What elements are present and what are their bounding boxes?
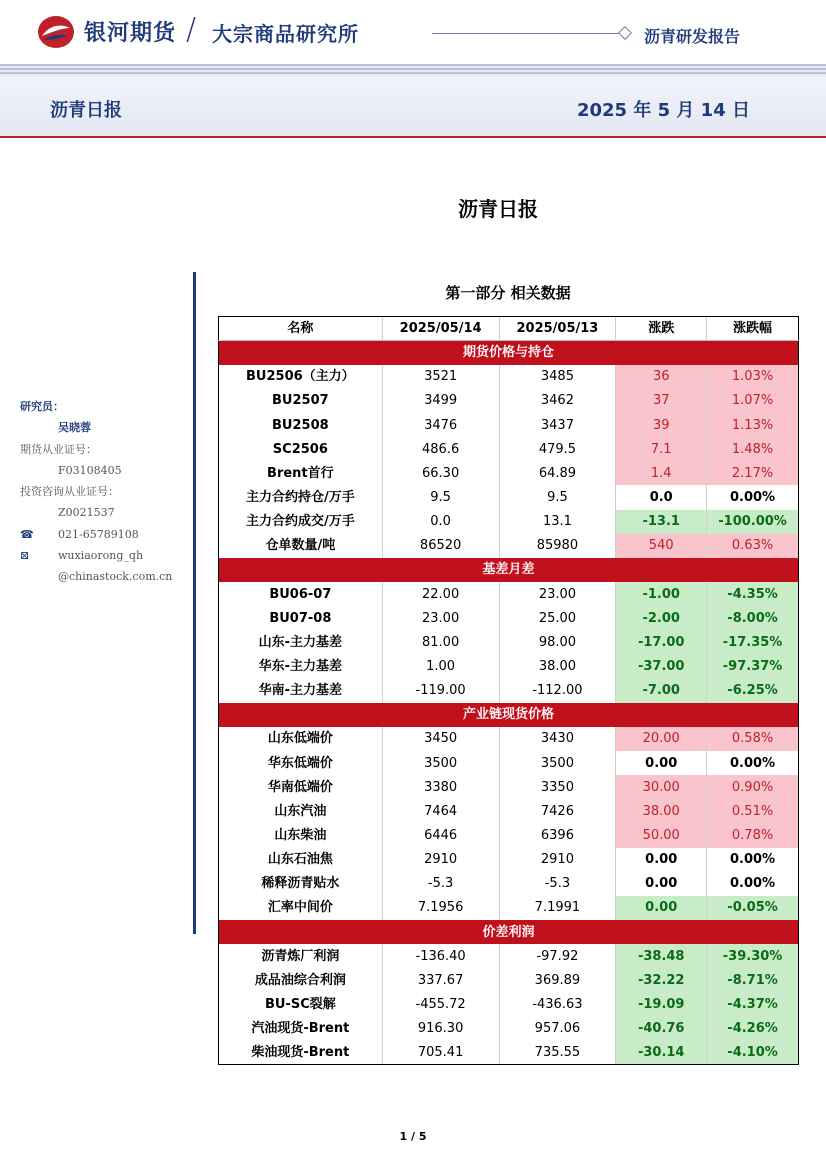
advisory-cert: Z0021537 bbox=[58, 506, 115, 520]
phone-icon: ☎ bbox=[20, 527, 34, 541]
cell-name: 汽油现货-Brent bbox=[219, 1017, 383, 1041]
cell-value-prev: 2910 bbox=[499, 848, 616, 872]
cell-name: 主力合约持仓/万手 bbox=[219, 485, 383, 509]
cell-value-prev: -436.63 bbox=[499, 992, 616, 1016]
cell-value-prev: -112.00 bbox=[499, 679, 616, 703]
futures-cert-label: 期货从业证号： bbox=[20, 442, 97, 456]
cell-change: -17.00 bbox=[616, 630, 707, 654]
cell-change-pct: 2.17% bbox=[707, 461, 799, 485]
advisory-cert-label: 投资咨询从业证号： bbox=[20, 485, 119, 499]
cell-value-today: 916.30 bbox=[382, 1017, 499, 1041]
cell-value-today: 6446 bbox=[382, 823, 499, 847]
cell-name: 华南低端价 bbox=[219, 775, 383, 799]
column-header: 2025/05/13 bbox=[499, 317, 616, 341]
mail-icon: ⊠ bbox=[20, 549, 30, 563]
cell-change-pct: -8.71% bbox=[707, 968, 799, 992]
cell-name: Brent首行 bbox=[219, 461, 383, 485]
section-row bbox=[219, 703, 799, 727]
cell-name: SC2506 bbox=[219, 437, 383, 461]
cell-name: 华东-主力基差 bbox=[219, 654, 383, 678]
sidebar-divider bbox=[193, 272, 196, 934]
cell-change-pct: 1.48% bbox=[707, 437, 799, 461]
cell-name: BU2508 bbox=[219, 413, 383, 437]
cell-value-today: 7464 bbox=[382, 799, 499, 823]
table-row bbox=[219, 606, 799, 630]
cell-value-today: -136.40 bbox=[382, 944, 499, 968]
cell-value-prev: 38.00 bbox=[499, 654, 616, 678]
email-part-2: @chinastock.com.cn bbox=[58, 570, 173, 584]
cell-change-pct: -100.00% bbox=[707, 510, 799, 534]
cell-name: BU2507 bbox=[219, 389, 383, 413]
cell-value-prev: 3500 bbox=[499, 751, 616, 775]
document-title: 沥青日报 bbox=[458, 197, 538, 221]
cell-name: BU07-08 bbox=[219, 606, 383, 630]
cell-value-today: 81.00 bbox=[382, 630, 499, 654]
cell-change-pct: -4.26% bbox=[707, 1017, 799, 1041]
cell-name: 山东汽油 bbox=[219, 799, 383, 823]
table-row bbox=[219, 1041, 799, 1065]
researcher-name: 吴晓蓉 bbox=[58, 421, 91, 435]
cell-value-prev: 9.5 bbox=[499, 485, 616, 509]
column-header: 涨跌 bbox=[616, 317, 707, 341]
table-row bbox=[219, 823, 799, 847]
cell-name: 汇率中间价 bbox=[219, 896, 383, 920]
cell-change: 36 bbox=[616, 365, 707, 389]
cell-change: -38.48 bbox=[616, 944, 707, 968]
column-header: 名称 bbox=[219, 317, 383, 341]
cell-name: 主力合约成交/万手 bbox=[219, 510, 383, 534]
section-row bbox=[219, 558, 799, 582]
cell-change-pct: 0.00% bbox=[707, 872, 799, 896]
cell-value-prev: 3350 bbox=[499, 775, 616, 799]
cell-change: 37 bbox=[616, 389, 707, 413]
phone-row bbox=[20, 524, 190, 545]
futures-cert: F03108405 bbox=[58, 463, 122, 477]
cell-value-prev: 735.55 bbox=[499, 1041, 616, 1065]
cell-value-today: 3450 bbox=[382, 727, 499, 751]
cell-value-prev: 3462 bbox=[499, 389, 616, 413]
table-row bbox=[219, 775, 799, 799]
table-row bbox=[219, 751, 799, 775]
cell-change: -30.14 bbox=[616, 1041, 707, 1065]
cell-value-prev: 7.1991 bbox=[499, 896, 616, 920]
cell-value-today: -5.3 bbox=[382, 872, 499, 896]
cell-value-prev: 6396 bbox=[499, 823, 616, 847]
cell-value-today: 66.30 bbox=[382, 461, 499, 485]
cell-value-prev: 3430 bbox=[499, 727, 616, 751]
cell-name: 华东低端价 bbox=[219, 751, 383, 775]
cell-change-pct: -6.25% bbox=[707, 679, 799, 703]
email-row bbox=[20, 545, 190, 566]
cell-value-today: 86520 bbox=[382, 534, 499, 558]
cell-value-today: 1.00 bbox=[382, 654, 499, 678]
cell-value-prev: 3485 bbox=[499, 365, 616, 389]
cell-name: 华南-主力基差 bbox=[219, 679, 383, 703]
cell-value-today: 23.00 bbox=[382, 606, 499, 630]
cell-value-today: 705.41 bbox=[382, 1041, 499, 1065]
cell-name: 沥青炼厂利润 bbox=[219, 944, 383, 968]
report-date: 2025 年 5 月 14 日 bbox=[576, 100, 750, 121]
cell-value-today: -119.00 bbox=[382, 679, 499, 703]
page-number: 1 / 5 bbox=[399, 1130, 427, 1143]
cell-value-prev: 957.06 bbox=[499, 1017, 616, 1041]
cell-change-pct: 0.00% bbox=[707, 485, 799, 509]
researcher-label: 研究员： bbox=[20, 400, 64, 413]
cell-change: 0.00 bbox=[616, 896, 707, 920]
page-header bbox=[0, 0, 826, 64]
cell-change: 20.00 bbox=[616, 727, 707, 751]
cell-change: 50.00 bbox=[616, 823, 707, 847]
cell-change-pct: 0.90% bbox=[707, 775, 799, 799]
cell-change: -19.09 bbox=[616, 992, 707, 1016]
diamond-icon bbox=[618, 26, 632, 40]
table-row bbox=[219, 413, 799, 437]
cell-value-today: 337.67 bbox=[382, 968, 499, 992]
cell-change-pct: -8.00% bbox=[707, 606, 799, 630]
table-row bbox=[219, 534, 799, 558]
galaxy-logo-icon bbox=[36, 14, 76, 50]
cell-change: 1.4 bbox=[616, 461, 707, 485]
cell-value-today: 3380 bbox=[382, 775, 499, 799]
cell-value-prev: 479.5 bbox=[499, 437, 616, 461]
cell-change: -1.00 bbox=[616, 582, 707, 606]
header-rule bbox=[432, 33, 622, 34]
section-title-cell: 价差利润 bbox=[219, 920, 799, 944]
cell-change: 0.00 bbox=[616, 848, 707, 872]
table-row bbox=[219, 461, 799, 485]
header-stripe bbox=[0, 64, 826, 76]
table-row bbox=[219, 872, 799, 896]
cell-change: 0.0 bbox=[616, 485, 707, 509]
table-header-row bbox=[219, 317, 799, 341]
phone-number: 021-65789108 bbox=[58, 527, 139, 541]
cell-name: 仓单数量/吨 bbox=[219, 534, 383, 558]
cell-value-today: 7.1956 bbox=[382, 896, 499, 920]
cell-change: 0.00 bbox=[616, 751, 707, 775]
cell-value-prev: 369.89 bbox=[499, 968, 616, 992]
cell-value-today: 486.6 bbox=[382, 437, 499, 461]
cell-value-prev: 7426 bbox=[499, 799, 616, 823]
column-header: 涨跌幅 bbox=[707, 317, 799, 341]
cell-change: 30.00 bbox=[616, 775, 707, 799]
cell-change-pct: 0.51% bbox=[707, 799, 799, 823]
cell-change-pct: 0.58% bbox=[707, 727, 799, 751]
column-header: 2025/05/14 bbox=[382, 317, 499, 341]
cell-change-pct: -97.37% bbox=[707, 654, 799, 678]
cell-name: BU06-07 bbox=[219, 582, 383, 606]
table-row bbox=[219, 679, 799, 703]
cell-value-prev: 85980 bbox=[499, 534, 616, 558]
table-row bbox=[219, 485, 799, 509]
cell-change-pct: 1.03% bbox=[707, 365, 799, 389]
data-table bbox=[218, 316, 799, 1065]
cell-change: -37.00 bbox=[616, 654, 707, 678]
cell-change-pct: -4.37% bbox=[707, 992, 799, 1016]
table-row bbox=[219, 992, 799, 1016]
table-row bbox=[219, 389, 799, 413]
cell-change-pct: 0.63% bbox=[707, 534, 799, 558]
cell-change: 0.00 bbox=[616, 872, 707, 896]
report-type: 沥青研发报告 bbox=[644, 27, 741, 46]
cell-change-pct: 1.13% bbox=[707, 413, 799, 437]
cell-value-today: 3476 bbox=[382, 413, 499, 437]
header-divider: / bbox=[186, 12, 197, 47]
cell-value-today: 3500 bbox=[382, 751, 499, 775]
email-part-1: wuxiaorong_qh bbox=[58, 549, 144, 563]
cell-name: 柴油现货-Brent bbox=[219, 1041, 383, 1065]
cell-change: 39 bbox=[616, 413, 707, 437]
table-row bbox=[219, 630, 799, 654]
cell-value-prev: -97.92 bbox=[499, 944, 616, 968]
cell-change-pct: 0.00% bbox=[707, 848, 799, 872]
cell-change: -7.00 bbox=[616, 679, 707, 703]
table-row bbox=[219, 582, 799, 606]
cell-change: -2.00 bbox=[616, 606, 707, 630]
cell-change-pct: -17.35% bbox=[707, 630, 799, 654]
cell-value-today: -455.72 bbox=[382, 992, 499, 1016]
cell-change-pct: -4.10% bbox=[707, 1041, 799, 1065]
cell-value-today: 2910 bbox=[382, 848, 499, 872]
table-row bbox=[219, 944, 799, 968]
table-row bbox=[219, 1017, 799, 1041]
cell-name: 山东-主力基差 bbox=[219, 630, 383, 654]
cell-change-pct: -39.30% bbox=[707, 944, 799, 968]
section-title-cell: 期货价格与持仓 bbox=[219, 341, 799, 365]
institute-name: 大宗商品研究所 bbox=[212, 22, 359, 46]
cell-value-prev: 23.00 bbox=[499, 582, 616, 606]
section-title-cell: 产业链现货价格 bbox=[219, 703, 799, 727]
cell-value-today: 9.5 bbox=[382, 485, 499, 509]
analyst-sidebar bbox=[20, 396, 190, 588]
cell-value-prev: 64.89 bbox=[499, 461, 616, 485]
cell-value-prev: -5.3 bbox=[499, 872, 616, 896]
cell-change: 38.00 bbox=[616, 799, 707, 823]
cell-change-pct: 0.78% bbox=[707, 823, 799, 847]
table-row bbox=[219, 437, 799, 461]
band-title: 沥青日报 bbox=[50, 100, 122, 121]
cell-change-pct: -4.35% bbox=[707, 582, 799, 606]
section-row bbox=[219, 341, 799, 365]
cell-change: -40.76 bbox=[616, 1017, 707, 1041]
table-row bbox=[219, 510, 799, 534]
cell-value-today: 0.0 bbox=[382, 510, 499, 534]
company-name: 银河期货 bbox=[84, 21, 177, 46]
cell-change-pct: 1.07% bbox=[707, 389, 799, 413]
cell-change: 7.1 bbox=[616, 437, 707, 461]
cell-change-pct: -0.05% bbox=[707, 896, 799, 920]
section-row bbox=[219, 920, 799, 944]
table-row bbox=[219, 365, 799, 389]
cell-value-prev: 98.00 bbox=[499, 630, 616, 654]
section-title-cell: 基差月差 bbox=[219, 558, 799, 582]
cell-value-today: 3521 bbox=[382, 365, 499, 389]
table-row bbox=[219, 799, 799, 823]
table-row bbox=[219, 968, 799, 992]
cell-name: 山东柴油 bbox=[219, 823, 383, 847]
cell-name: 山东低端价 bbox=[219, 727, 383, 751]
cell-value-today: 22.00 bbox=[382, 582, 499, 606]
table-row bbox=[219, 896, 799, 920]
cell-name: 成品油综合利润 bbox=[219, 968, 383, 992]
cell-value-today: 3499 bbox=[382, 389, 499, 413]
cell-change: -32.22 bbox=[616, 968, 707, 992]
cell-name: BU2506（主力） bbox=[219, 365, 383, 389]
cell-name: BU-SC裂解 bbox=[219, 992, 383, 1016]
cell-value-prev: 13.1 bbox=[499, 510, 616, 534]
cell-value-prev: 3437 bbox=[499, 413, 616, 437]
cell-change: -13.1 bbox=[616, 510, 707, 534]
table-row bbox=[219, 727, 799, 751]
cell-value-prev: 25.00 bbox=[499, 606, 616, 630]
cell-change-pct: 0.00% bbox=[707, 751, 799, 775]
cell-change: 540 bbox=[616, 534, 707, 558]
section-title: 第一部分 相关数据 bbox=[445, 284, 571, 302]
table-row bbox=[219, 848, 799, 872]
table-row bbox=[219, 654, 799, 678]
cell-name: 山东石油焦 bbox=[219, 848, 383, 872]
cell-name: 稀释沥青贴水 bbox=[219, 872, 383, 896]
